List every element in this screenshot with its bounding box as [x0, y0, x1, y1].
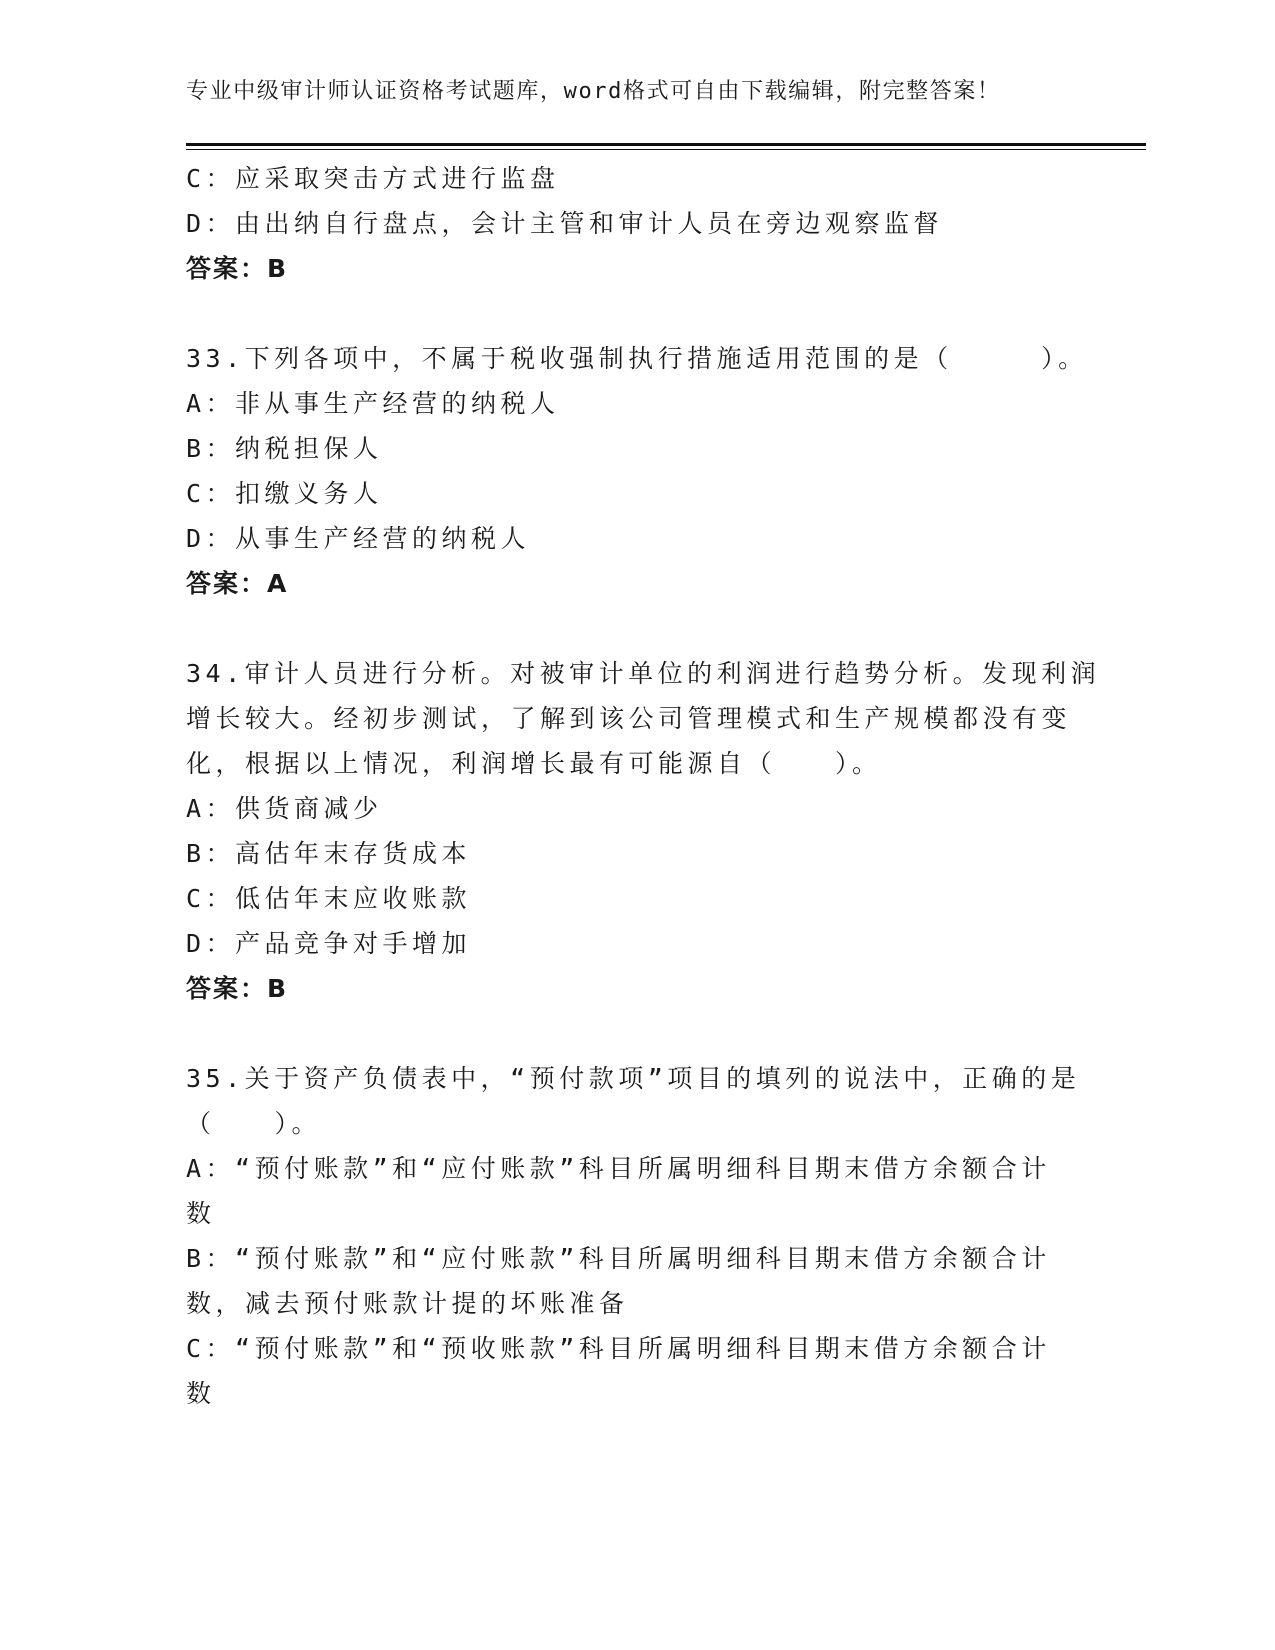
- option-a: A：非从事生产经营的纳税人: [186, 389, 560, 418]
- question-35: [186, 1056, 1086, 1416]
- option-a-line: A：“预付账款”和“应付账款”科目所属明细科目期末借方余额合计: [186, 1154, 1051, 1183]
- option-c: C：扣缴义务人: [186, 479, 383, 508]
- answer-label: 答案：B: [186, 974, 289, 1003]
- option-d: D：由出纳自行盘点，会计主管和审计人员在旁边观察监督: [186, 209, 944, 238]
- option-c-line: 数: [186, 1379, 216, 1408]
- question-33: [186, 336, 1086, 606]
- option-b: B：高估年末存货成本: [186, 839, 472, 868]
- option-d: D：产品竞争对手增加: [186, 929, 472, 958]
- question-32-tail: [186, 156, 1086, 291]
- answer-label: 答案：A: [186, 569, 289, 598]
- option-c: C：应采取突击方式进行监盘: [186, 164, 560, 193]
- option-c-line: C：“预付账款”和“预收账款”科目所属明细科目期末借方余额合计: [186, 1334, 1051, 1363]
- spacer: [186, 1011, 1086, 1056]
- header-rule-thin: [186, 149, 1146, 150]
- question-content: [186, 156, 1101, 1416]
- option-a-line: 数: [186, 1199, 216, 1228]
- option-c: C：低估年末应收账款: [186, 884, 472, 913]
- question-stem-line: 34.审计人员进行分析。对被审计单位的利润进行趋势分析。发现利润: [186, 659, 1101, 688]
- option-b: B：纳税担保人: [186, 434, 383, 463]
- question-stem-line: 化，根据以上情况，利润增长最有可能源自（ ）。: [186, 749, 882, 778]
- option-b-line: B：“预付账款”和“应付账款”科目所属明细科目期末借方余额合计: [186, 1244, 1051, 1273]
- answer-label: 答案：B: [186, 254, 289, 283]
- option-a: A：供货商减少: [186, 794, 383, 823]
- option-b-line: 数，减去预付账款计提的坏账准备: [186, 1289, 629, 1318]
- question-stem: 33.下列各项中，不属于税收强制执行措施适用范围的是（ ）。: [186, 344, 1088, 373]
- question-stem-line: 增长较大。经初步测试，了解到该公司管理模式和生产规模都没有变: [186, 704, 1072, 733]
- question-stem-line: 35.关于资产负债表中，“预付款项”项目的填列的说法中，正确的是: [186, 1064, 1081, 1093]
- header-rule-thick: [186, 143, 1146, 146]
- question-34: [186, 651, 1101, 1011]
- spacer: [186, 606, 1086, 651]
- question-stem-line: （ ）。: [186, 1109, 322, 1138]
- document-header: 专业中级审计师认证资格考试题库，word格式可自由下载编辑，附完整答案！: [186, 79, 1001, 104]
- option-d: D：从事生产经营的纳税人: [186, 524, 531, 553]
- spacer: [186, 291, 1086, 336]
